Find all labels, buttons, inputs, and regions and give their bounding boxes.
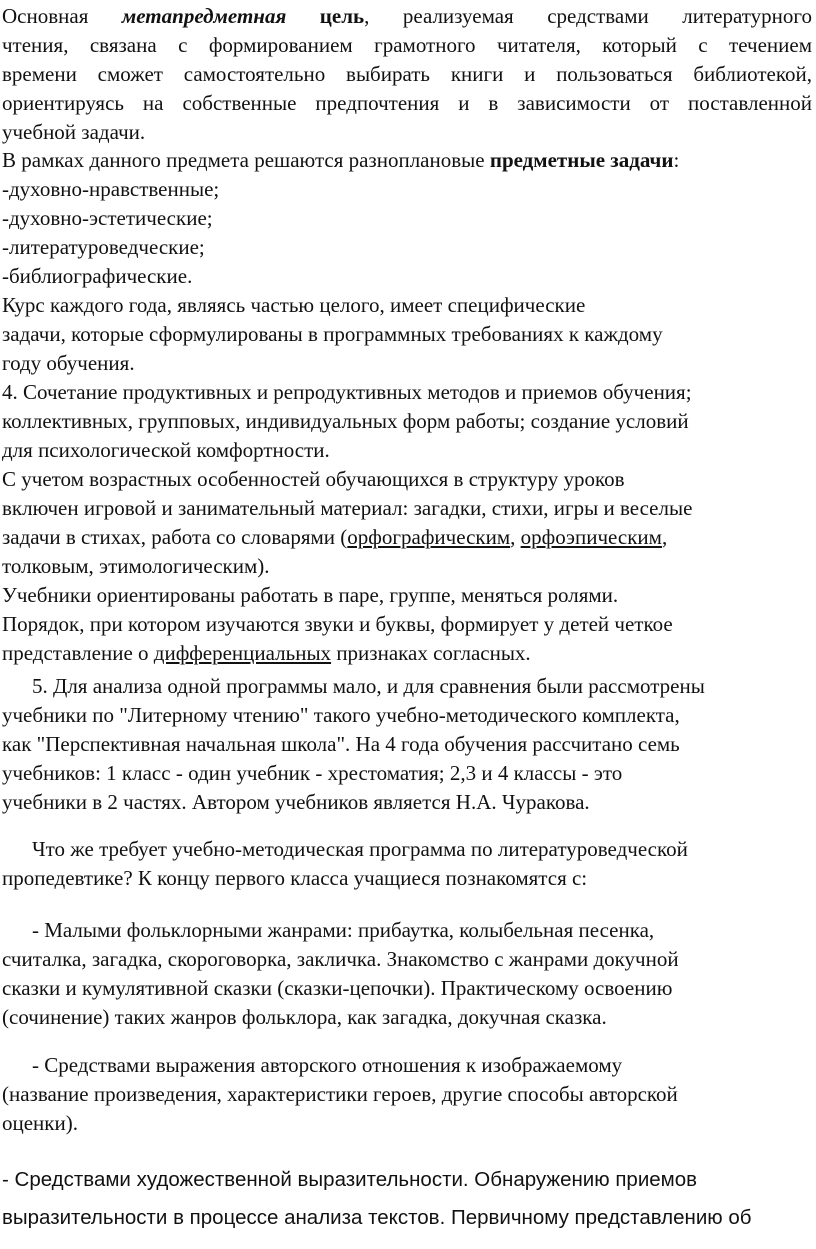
- text-line: коллективных, групповых, индивидуальных форм работы; создание условий: [2, 409, 689, 433]
- underlined-term: орфографическим: [347, 525, 511, 549]
- text-line: учебников: 1 класс - один учебник - хрестоматия; 2,3 и 4 классы - это: [2, 761, 623, 785]
- text-line: как "Перспективная начальная школа". На 4 года обучения рассчитано семь: [2, 732, 680, 756]
- text-line: учебники в 2 частях. Автором учебников является Н.А. Чуракова.: [2, 790, 590, 814]
- text-line: учебники по "Литерному чтению" такого учебно-методического комплекта,: [2, 703, 680, 727]
- text-line: (сочинение) таких жанров фольклора, как загадка, докучная сказка.: [2, 1005, 607, 1029]
- text-line: оценки).: [2, 1111, 78, 1135]
- list-item: -духовно-нравственные;: [2, 177, 220, 201]
- text-line: - Малыми фольклорными жанрами: прибаутка, колыбельная песенка,: [32, 918, 655, 942]
- text-line: представление о дифференциальных признаках согласных.: [2, 641, 531, 665]
- list-item: -литературоведческие;: [2, 235, 205, 259]
- list-item: -библиографические.: [2, 264, 193, 288]
- text-line: Основная метапредметная цель, реализуемая средствами литературного: [2, 4, 812, 28]
- text-line: толковым, этимологическим).: [2, 554, 270, 578]
- text-line: С учетом возрастных особенностей обучающихся в структуру уроков: [2, 467, 625, 491]
- text-line: Курс каждого года, являясь частью целого, имеет специфические: [2, 293, 586, 317]
- paragraph-goal: [2, 2, 812, 147]
- underlined-term: орфоэпическим: [520, 525, 662, 549]
- text-line: Что же требует учебно-методическая программа по литературоведческой: [32, 837, 688, 861]
- text-line: выразительности в процессе анализа текстов. Первичному представлению об: [2, 1206, 752, 1229]
- paragraph-folklore: [2, 916, 812, 1032]
- text-line: пропедевтике? К концу первого класса учащиеся познакомятся с:: [2, 866, 588, 890]
- paragraph-expressive: [2, 1161, 812, 1237]
- text-line: Учебники ориентированы работать в паре, группе, меняться ролями.: [2, 583, 619, 607]
- emphasis-term: метапредметная: [121, 4, 287, 28]
- paragraph-tasks: [2, 146, 812, 378]
- text-line: считалка, загадка, скороговорка, закличка. Знакомство с жанрами докучной: [2, 947, 679, 971]
- paragraph-textbooks: [2, 672, 812, 817]
- list-item: -духовно-эстетические;: [2, 206, 213, 230]
- text-line: - Средствами выражения авторского отношения к изображаемому: [32, 1053, 623, 1077]
- emphasis-term: цель: [319, 4, 365, 28]
- underlined-term: дифференциальных: [153, 641, 332, 665]
- text-line: году обучения.: [2, 351, 135, 375]
- text-line: (название произведения, характеристики героев, другие способы авторской: [2, 1082, 678, 1106]
- text-line: задачи в стихах, работа со словарями (орфографическим, орфоэпическим,: [2, 525, 668, 549]
- text-line: 4. Сочетание продуктивных и репродуктивных методов и приемов обучения;: [2, 380, 692, 404]
- text-line: для психологической комфортности.: [2, 438, 330, 462]
- text-line: учебной задачи.: [2, 120, 146, 144]
- text-line: Порядок, при котором изучаются звуки и буквы, формирует у детей четкое: [2, 612, 673, 636]
- text-line: 5. Для анализа одной программы мало, и для сравнения были рассмотрены: [32, 674, 705, 698]
- text-line: включен игровой и занимательный материал: загадки, стихи, игры и веселые: [2, 496, 693, 520]
- text-line: чтения, связана с формированием грамотного читателя, который с течением: [2, 33, 812, 57]
- text-line: задачи, которые сформулированы в программных требованиях к каждому: [2, 322, 663, 346]
- paragraph-author: [2, 1051, 812, 1138]
- paragraph-methods: [2, 378, 812, 668]
- text-line: В рамках данного предмета решаются разноплановые предметные задачи:: [2, 148, 680, 172]
- text-line: времени сможет самостоятельно выбирать книги и пользоваться библиотекой,: [2, 62, 812, 86]
- text-line: сказки и кумулятивной сказки (сказки-цепочки). Практическому освоению: [2, 976, 673, 1000]
- text-line: - Средствами художественной выразительности. Обнаружению приемов: [2, 1168, 698, 1191]
- emphasis-term: предметные задачи: [489, 148, 674, 172]
- text-line: ориентируясь на собственные предпочтения и в зависимости от поставленной: [2, 91, 812, 115]
- paragraph-question: [2, 835, 812, 893]
